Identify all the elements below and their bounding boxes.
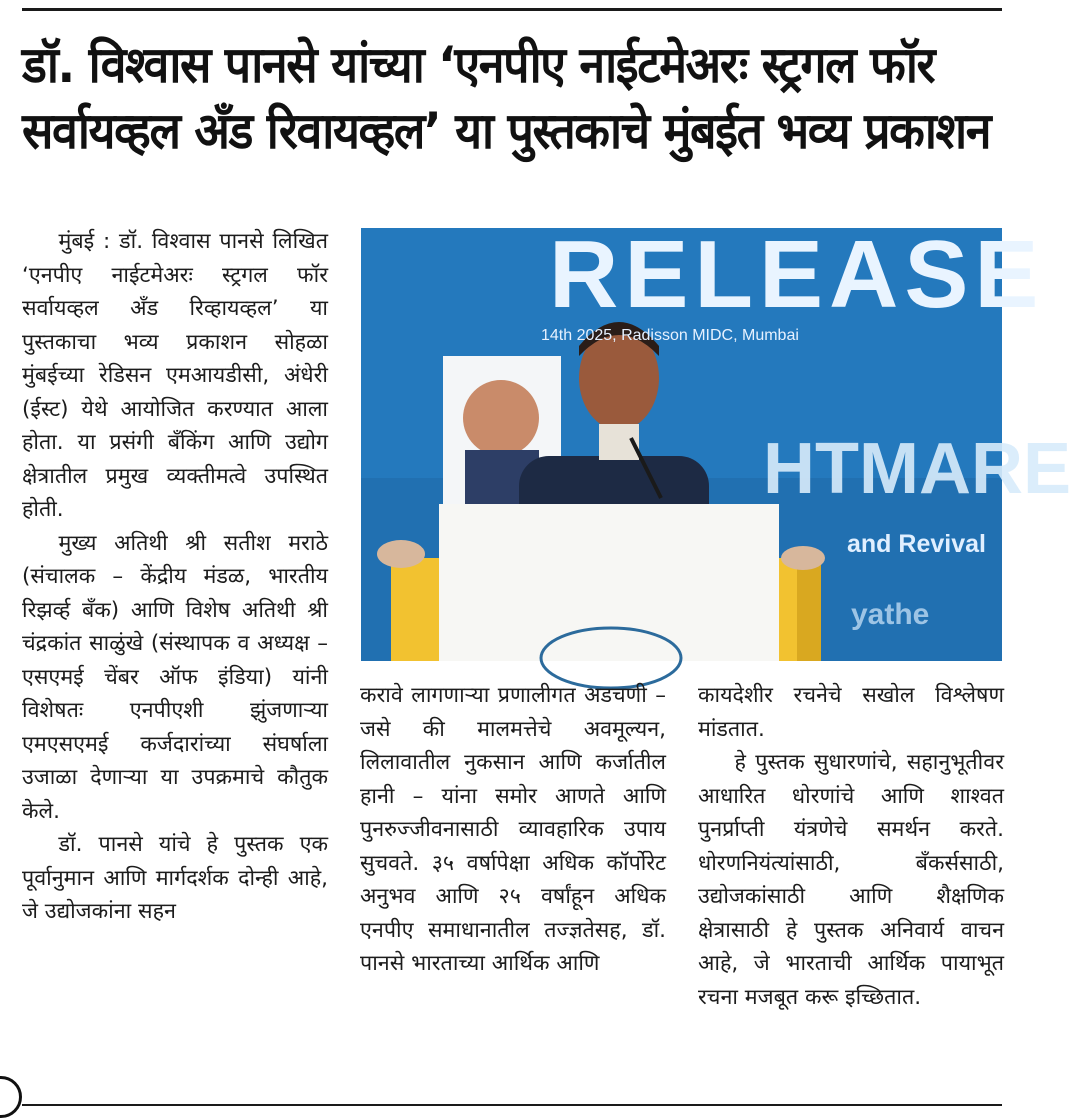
- banner-book-subtitle: and Revival: [847, 530, 986, 558]
- paragraph: डॉ. पानसे यांचे हे पुस्तक एक पूर्वानुमान आणि मार्गदर्शक दोन्ही आहे, जे उद्योजकांना सहन: [22, 832, 328, 924]
- banner-book-title: HTMARE: [763, 429, 1071, 509]
- circle-mark-icon: [0, 1076, 22, 1118]
- article-column-3: [698, 679, 1004, 1014]
- paragraph: हे पुस्तक सुधारणांचे, सहानुभूतीवर आधारित धोरणांचे आणि शाश्वत पुनर्प्राप्ती यंत्रणेचे समर्थन करते. धोरणनियंत्यांसाठी, बँकर्ससाठी, उद्योजकांसाठी आणि शैक्षणिक क्षेत्रासाठी हे पुस्तक अनिवार्य वाचन आहे, जे भारताची आर्थिक पायाभूत रचना मजबूत करू इच्छितात.: [698, 750, 1004, 1010]
- event-photo: [361, 221, 1071, 661]
- banner-title: RELEASE: [549, 221, 1045, 328]
- paragraph: मुंबई : डॉ. विश्वास पानसे लिखित ‘एनपीए नाईटमेअरः स्ट्रगल फॉर सर्वायव्हल अँड रिव्हायव्हल’ या पुस्तकाचा भव्य प्रकाशन सोहळा मुंबईच्या रेडिसन एमआयडीसी, अंधेरी (ईस्ट) येथे आयोजित करण्यात आला होता. या प्रसंगी बँकिंग आणि उद्योग क्षेत्रातील प्रमुख व्यक्तीमत्वे उपस्थित होती.: [22, 229, 328, 522]
- article-column-1: [22, 225, 328, 929]
- paragraph: कायदेशीर रचनेचे सखोल विश्लेषण मांडतात.: [698, 683, 1004, 742]
- paragraph: करावे लागणाऱ्या प्रणालीगत अडचणी – जसे की मालमत्तेचे अवमूल्यन, लिलावातील नुकसान आणि कर्जातील हानी – यांना समोर आणते आणि पुनरुज्जीवनासाठी व्यावहारिक उपाय सुचवते. ३५ वर्षापेक्षा अधिक कॉर्पोरेट अनुभव आणि २५ वर्षांहून अधिक एनपीए समाधानातील तज्ज्ञतेसह, डॉ. पानसे भारताच्या आर्थिक आणि: [360, 683, 666, 976]
- paragraph: मुख्य अतिथी श्री सतीश मराठे (संचालक – केंद्रीय मंडळ, भारतीय रिझर्व्ह बँक) आणि विशेष अतिथी श्री चंद्रकांत साळुंखे (संस्थापक व अध्यक्ष – एसएमई चेंबर ऑफ इंडिया) यांनी विशेषतः एनपीएशी झुंजणाऱ्या एमएसएमई कर्जदारांच्या संघर्षाला उजाळा देणाऱ्या या उपक्रमाचे कौतुक केले.: [22, 530, 328, 824]
- banner-event-line: 14th 2025, Radisson MIDC, Mumbai: [541, 327, 799, 344]
- bottom-rule: [22, 1104, 1002, 1106]
- article-column-2: [360, 679, 666, 981]
- banner-author-text: yathe: [851, 598, 930, 631]
- top-rule: [22, 8, 1002, 11]
- headline: [22, 32, 991, 164]
- headline-line-1: डॉ. विश्वास पानसे यांच्या ‘एनपीए नाईटमेअरः स्ट्रगल फॉर: [22, 36, 935, 94]
- headline-line-2: सर्वायव्हल अँड रिवायव्हल’ या पुस्तकाचे मुंबईत भव्य प्रकाशन: [22, 102, 991, 160]
